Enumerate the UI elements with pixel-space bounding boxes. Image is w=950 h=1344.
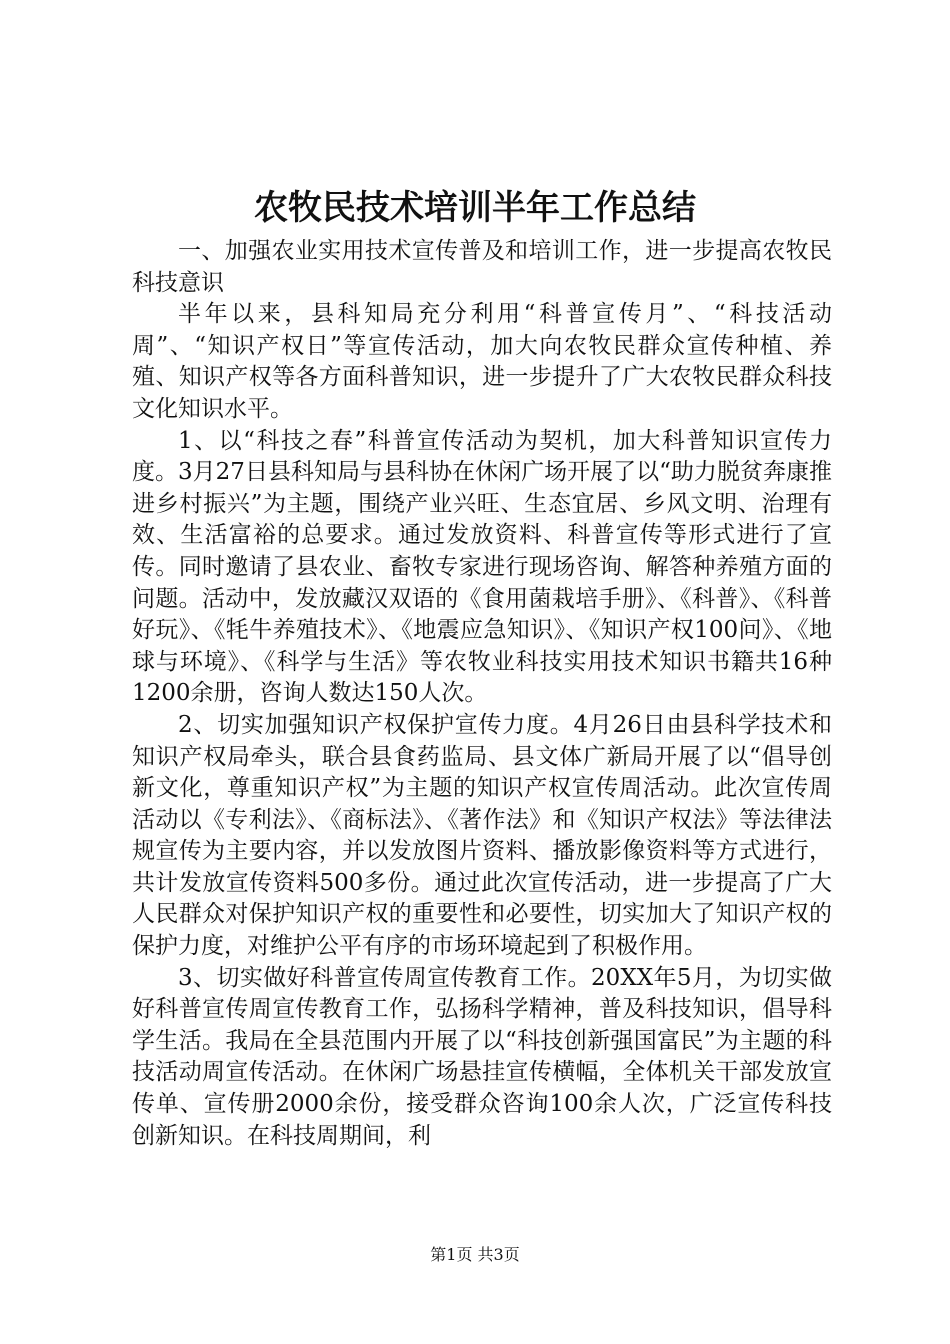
document-body bbox=[132, 236, 832, 1152]
paragraph: 半年以来，县科知局充分利用“科普宣传月”、“科技活动周”、“知识产权日”等宣传活动，加大向农牧民群众宣传种植、养殖、知识产权等各方面科普知识，进一步提升了广大农牧民群众科技文化知识水平。 bbox=[132, 301, 832, 422]
paragraph: 3、切实做好科普宣传周宣传教育工作。20XX年5月，为切实做好科普宣传周宣传教育工作，弘扬科学精神，普及科技知识，倡导科学生活。我局在全县范围内开展了以“科技创新强国富民”为主题的科技活动周宣传活动。在休闲广场悬挂宣传横幅，全体机关干部发放宣传单、宣传册2000余份，接受群众咨询100余人次，广泛宣传科技创新知识。在科技周期间，利 bbox=[132, 964, 832, 1149]
paragraph: 1、以“科技之春”科普宣传活动为契机，加大科普知识宣传力度。3月27日县科知局与县科协在休闲广场开展了以“助力脱贫奔康推进乡村振兴”为主题，围绕产业兴旺、生态宜居、乡风文明、治理有效、生活富裕的总要求。通过发放资料、科普宣传等形式进行了宣传。同时邀请了县农业、畜牧专家进行现场咨询、解答种养殖方面的问题。活动中，发放藏汉双语的《食用菌栽培手册》、《科普》、《科普好玩》、《牦牛养殖技术》、《地震应急知识》、《知识产权100问》、《地球与环境》、《科学与生活》等农牧业科技实用技术知识书籍共16种1200余册，咨询人数达150人次。 bbox=[132, 427, 832, 707]
paragraph: 2、切实加强知识产权保护宣传力度。4月26日由县科学技术和知识产权局牵头，联合县食药监局、县文体广新局开展了以“倡导创新文化，尊重知识产权”为主题的知识产权宣传周活动。此次宣传周活动以《专利法》、《商标法》、《著作法》和《知识产权法》等法律法规宣传为主要内容，并以发放图片资料、播放影像资料等方式进行，共计发放宣传资料500多份。通过此次宣传活动，进一步提高了广大人民群众对保护知识产权的重要性和必要性，切实加大了知识产权的保护力度，对维护公平有序的市场环境起到了积极作用。 bbox=[132, 711, 832, 960]
page-number-footer: 第1页 共3页 bbox=[430, 1245, 520, 1264]
document-title: 农牧民技术培训半年工作总结 bbox=[254, 188, 696, 228]
section-heading: 一、加强农业实用技术宣传普及和培训工作，进一步提高农牧民科技意识 bbox=[132, 238, 832, 296]
